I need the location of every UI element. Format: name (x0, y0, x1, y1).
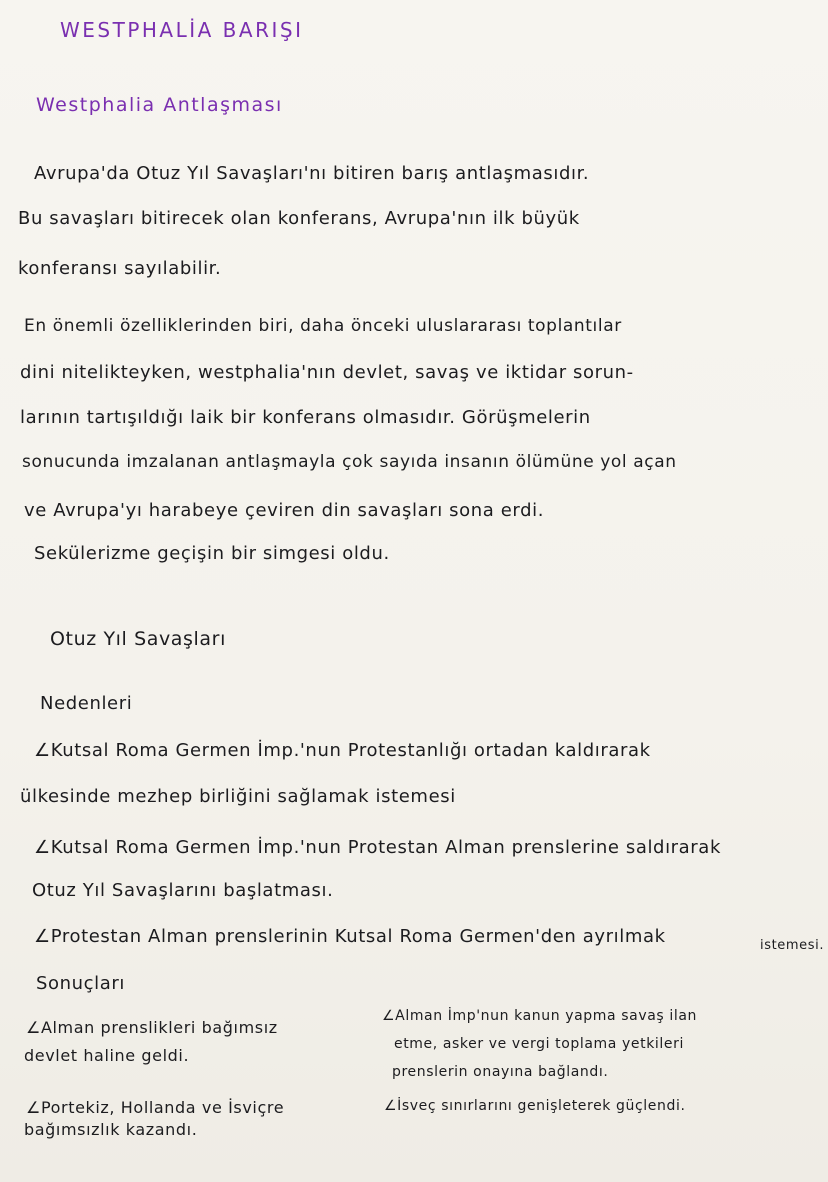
intro-line: En önemli özelliklerinden biri, daha önceki uluslararası toplantılar (24, 316, 622, 336)
result-line: devlet haline geldi. (24, 1046, 190, 1065)
angle-bullet-icon: ∠ (26, 1098, 41, 1117)
cause-line: ülkesinde mezhep birliğini sağlamak istemesi (20, 786, 456, 807)
angle-bullet-icon: ∠ (34, 740, 51, 761)
result-item: ∠Alman prenslikleri bağımsız (26, 1018, 278, 1037)
cause-item: ∠Kutsal Roma Germen İmp.'nun Protestan Alman prenslerine saldırarak (34, 837, 721, 858)
result-line: prenslerin onayına bağlandı. (392, 1064, 609, 1080)
intro-line: Avrupa'da Otuz Yıl Savaşları'nı bitiren barış antlaşmasıdır. (34, 163, 590, 184)
cause-item: ∠Kutsal Roma Germen İmp.'nun Protestanlığı ortadan kaldırarak (34, 740, 651, 761)
angle-bullet-icon: ∠ (26, 1018, 41, 1037)
cause-item: ∠Protestan Alman prenslerinin Kutsal Roma Germen'den ayrılmak (34, 926, 666, 947)
intro-line: konferansı sayılabilir. (18, 258, 222, 279)
angle-bullet-icon: ∠ (34, 926, 51, 947)
angle-bullet-icon: ∠ (384, 1098, 398, 1114)
subheading-sonuclari: Sonuçları (36, 973, 125, 994)
result-line: etme, asker ve vergi toplama yetkileri (394, 1036, 684, 1052)
result-item: ∠İsveç sınırlarını genişleterek güçlendi. (384, 1098, 686, 1114)
cause-line: Otuz Yıl Savaşlarını başlatması. (32, 880, 334, 901)
intro-line: larının tartışıldığı laik bir konferans olmasıdır. Görüşmelerin (20, 407, 591, 428)
intro-line: Bu savaşları bitirecek olan konferans, Avrupa'nın ilk büyük (18, 208, 580, 229)
subheading-nedenleri: Nedenleri (40, 693, 133, 714)
result-item: ∠Alman İmp'nun kanun yapma savaş ilan (382, 1008, 697, 1024)
intro-line: Sekülerizme geçişin bir simgesi oldu. (34, 543, 390, 564)
angle-bullet-icon: ∠ (382, 1008, 396, 1024)
intro-line: dini nitelikteyken, westphalia'nın devlet, savaş ve iktidar sorun- (20, 362, 634, 383)
intro-line: sonucunda imzalanan antlaşmayla çok sayıda insanın ölümüne yol açan (22, 452, 677, 472)
result-item: ∠Portekiz, Hollanda ve İsviçre (26, 1098, 285, 1117)
intro-line: ve Avrupa'yı harabeye çeviren din savaşları sona erdi. (24, 500, 545, 521)
angle-bullet-icon: ∠ (34, 837, 51, 858)
page-title: WESTPHALİA BARIŞI (60, 18, 304, 42)
cause-line: istemesi. (760, 938, 825, 953)
result-line: bağımsızlık kazandı. (24, 1120, 198, 1139)
section-heading-otuz-yil: Otuz Yıl Savaşları (50, 628, 226, 650)
section-heading-westphalia: Westphalia Antlaşması (36, 94, 283, 116)
